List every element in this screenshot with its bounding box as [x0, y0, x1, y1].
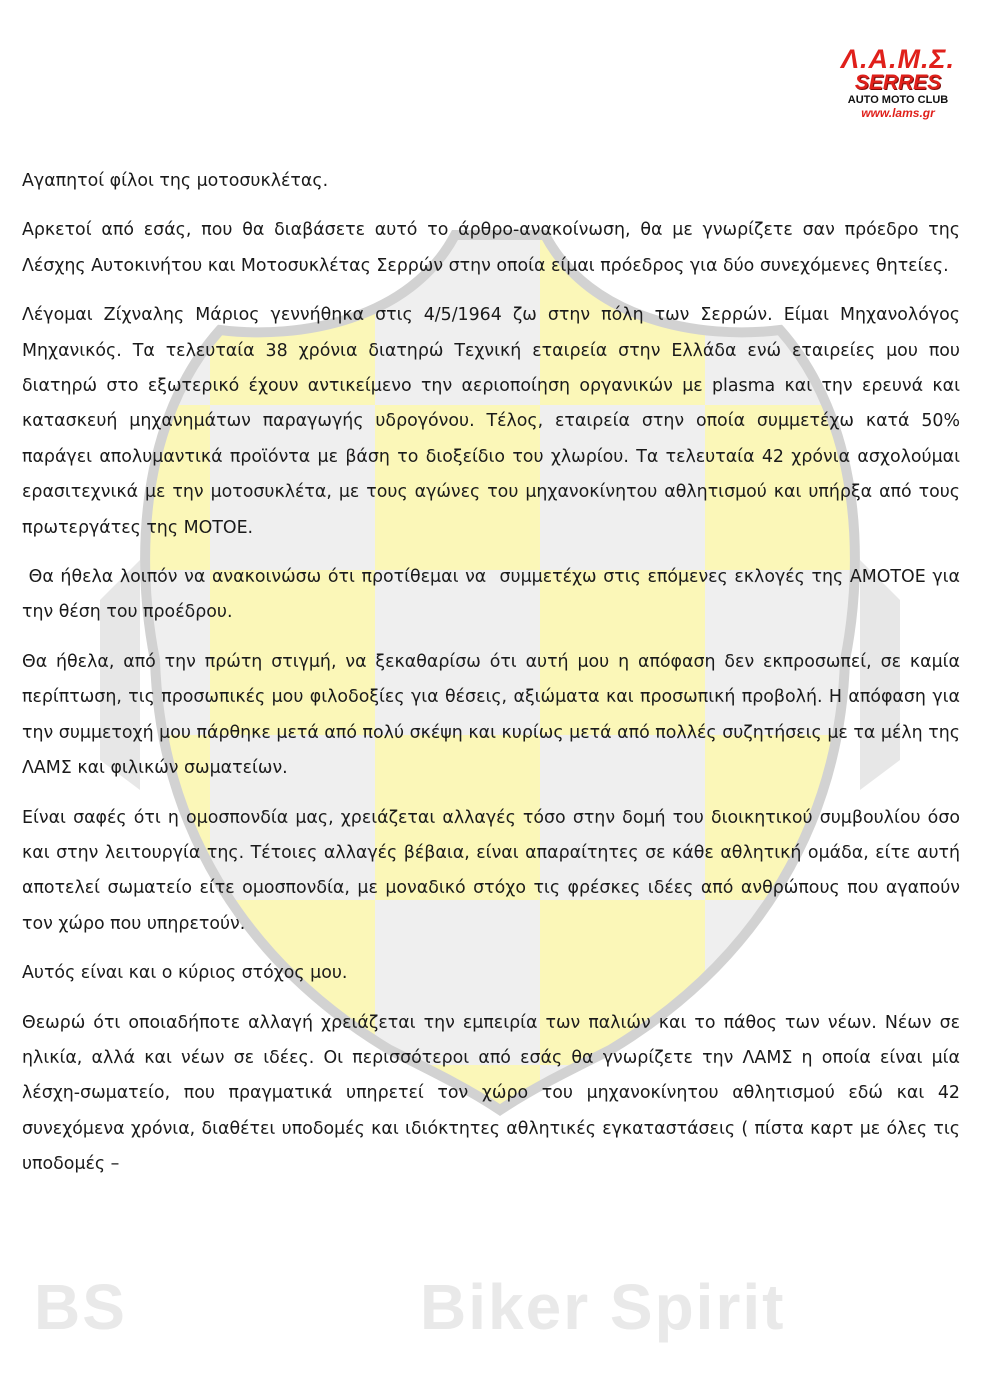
paragraph-experience: Θεωρώ ότι οποιαδήποτε αλλαγή χρειάζεται την εμπειρία των παλιών και το πάθος των νέων. Νέων σε ηλικία, αλλά και νέων σε ιδέες. Οι περισσότεροι από εσάς θα γνωρίζετε την ΛΑΜΣ η οποία είναι μία λέσχη-σωματείο, που πραγματικά υπηρετεί τον χώρο του μηχανοκίνητου αθλητισμού εδώ και 42 συνεχόμενα χρόνια, διαθέτει υποδομές και ιδιόκτητες αθλητικές εγκαταστάσεις ( πίστα καρτ με όλες τις υποδομές –	[22, 1012, 960, 1175]
paragraph-greeting: Αγαπητοί φίλοι της μοτοσυκλέτας.	[22, 171, 329, 191]
paragraph-federation-changes: Είναι σαφές ότι η ομοσπονδία μας, χρειάζεται αλλαγές τόσο στην δομή του διοικητικού συμβουλίου όσο και στην λειτουργία της. Τέτοιες αλλαγές βέβαια, είναι απαραίτητες σε κάθε αθλητική ομάδα, είτε αυτή αποτελεί σωματείο είτε ομοσπονδία, με μοναδικό στόχο τις φρέσκες ιδέες από ανθρώπους που αγαπούν τον χώρο που υπηρετούν.	[22, 807, 960, 934]
paragraph-biography: Λέγομαι Ζίχναλης Μάριος γεννήθηκα στις 4/5/1964 ζω στην πόλη των Σερρών. Είμαι Μηχανολόγος Μηχανικός. Τα τελευταία 38 χρόνια διατηρώ Τεχνική εταιρεία στην Ελλάδα ενώ εταιρείες μου που διατηρώ στο εξωτερικό έχουν αντικείμενο την αεριοποίηση οργανικών με plasma και την ερευνά και κατασκευή μηχανημάτων παραγωγής υδρογόνου. Τέλος, εταιρεία στην οποία συμμετέχω κατά 50% παράγει απολυμαντικά προϊόντα με βάση το διοξείδιο του χλωρίου. Τα τελευταία 42 χρόνια ασχολούμαι ερασιτεχνικά με την μοτοσυκλέτα, με τους αγώνες του μηχανοκίνητου αθλητισμού και υπήρξα από τους πρωτεργάτες της ΜΟΤΟΕ.	[22, 305, 960, 538]
paragraph-intro: Αρκετοί από εσάς, που θα διαβάσετε αυτό το άρθρο-ανακοίνωση, θα με γνωρίζετε σαν πρόεδρο της Λέσχης Αυτοκινήτου και Μοτοσυκλέτας Σερρών στην οποία είμαι πρόεδρος για δύο συνεχόμενες θητείες.	[22, 220, 960, 276]
paragraph-motivation: Θα ήθελα, από την πρώτη στιγμή, να ξεκαθαρίσω ότι αυτή μου η απόφαση δεν εκπροσωπεί, σε καμία περίπτωση, τις προσωπικές μου φιλοδοξίες για θέσεις, αξιώματα και προσωπική προβολή. Η απόφαση για την συμμετοχή μου πάρθηκε μετά από πολύ σκέψη και κυρίως μετά από πολλές συζητήσεις με τα μέλη της ΛΑΜΣ και φιλικών σωματείων.	[22, 651, 960, 779]
lams-serres-logo	[838, 44, 958, 119]
letter-body	[22, 164, 966, 1197]
watermark-bs-mark: BS	[34, 1271, 127, 1343]
paragraph-announcement: Θα ήθελα λοιπόν να ανακοινώσω ότι προτίθεμαι να συμμετέχω στις επόμενες εκλογές της ΑΜΟΤΟΕ για την θέση του προέδρου.	[22, 567, 966, 623]
watermark-biker-spirit-text: Biker Spirit	[420, 1271, 786, 1343]
logo-url: www.lams.gr	[861, 106, 935, 120]
logo-main-text: Λ.Α.Μ.Σ.	[841, 44, 955, 74]
logo-tagline: AUTO MOTO CLUB	[847, 94, 949, 106]
logo-serres-text: SERRES	[854, 71, 942, 94]
paragraph-main-goal: Αυτός είναι και ο κύριος στόχος μου.	[22, 963, 348, 984]
